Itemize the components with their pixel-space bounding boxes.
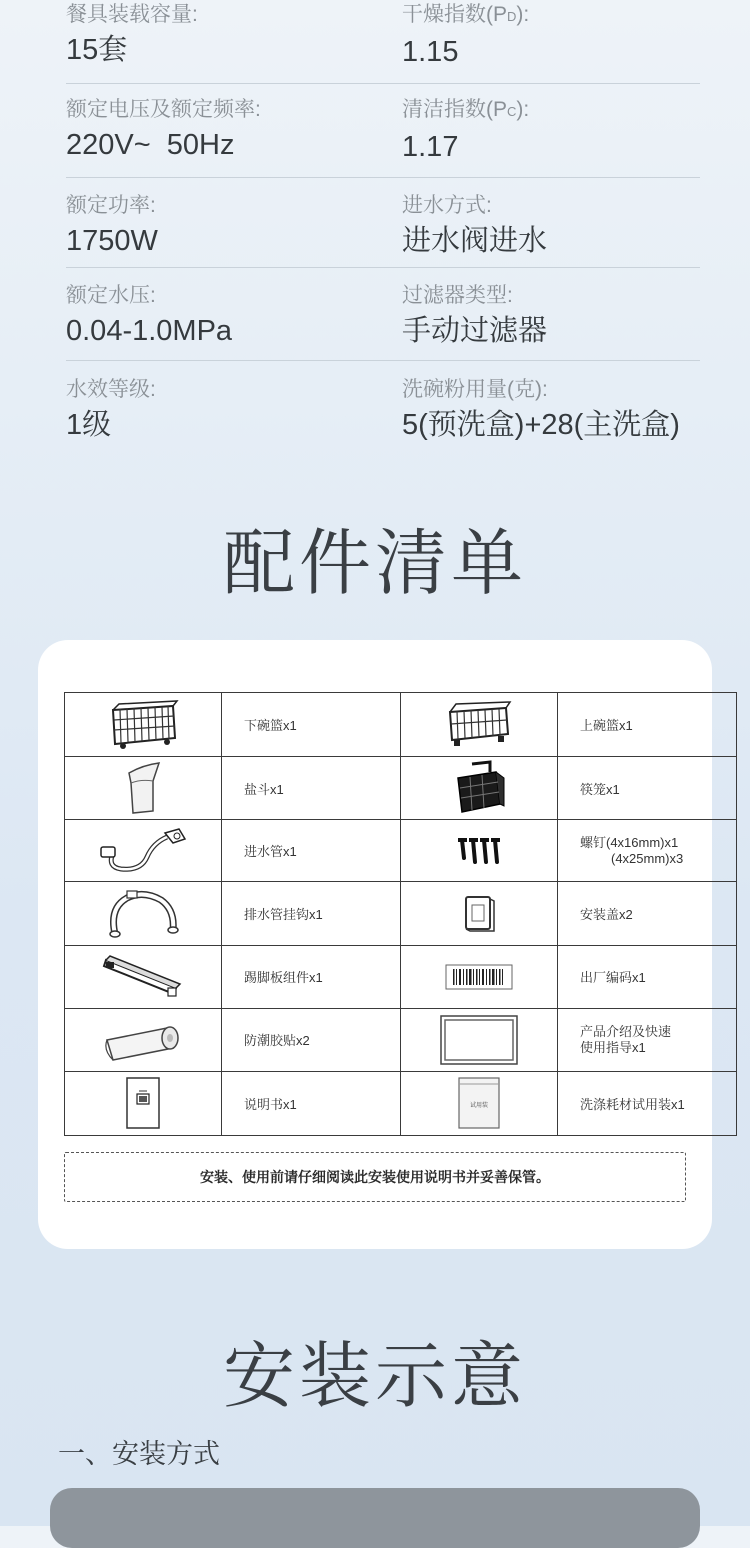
table-cell (401, 945, 558, 1008)
upper-basket-icon (444, 700, 514, 750)
table-cell (401, 820, 558, 882)
spec-value: 手动过滤器 (402, 315, 548, 347)
spec-value: 进水阀进水 (402, 225, 548, 257)
item-name: 筷笼x1 (558, 757, 737, 820)
item-name: 下碗篮x1 (222, 693, 401, 757)
table-cell (65, 945, 222, 1008)
spec-row (66, 377, 700, 447)
table-cell (65, 757, 222, 820)
spec-value: 1.15 (402, 36, 459, 68)
item-name-line2: (4x25mm)x3 (611, 850, 684, 866)
spec-voltage-frequency (66, 97, 261, 163)
accessories-table (64, 692, 737, 1136)
install-title: 安装示意 (222, 1337, 527, 1417)
manual-icon (125, 1076, 161, 1130)
item-name: 排水管挂钩x1 (222, 882, 401, 945)
spec-row (66, 283, 700, 361)
table-cell (65, 1071, 222, 1135)
spec-row (66, 97, 700, 178)
table-row (65, 693, 737, 757)
table-row (65, 757, 737, 820)
table-cell (401, 882, 558, 945)
barcode-icon (445, 964, 513, 990)
table-cell (65, 882, 222, 945)
lower-basket-icon (105, 700, 181, 750)
item-name: 出厂编码x1 (558, 945, 737, 1008)
notice-box (64, 1152, 686, 1202)
spec-label: 额定功率: (66, 194, 156, 217)
sample-pack-icon (457, 1076, 501, 1130)
spec-label: 进水方式: (402, 194, 492, 217)
item-name: 说明书x1 (222, 1071, 401, 1135)
item-name: 产品介绍及快速 (580, 1023, 672, 1039)
table-row (65, 1008, 737, 1071)
table-cell (558, 820, 737, 882)
item-name: 踢脚板组件x1 (222, 945, 401, 1008)
spec-water-pressure (66, 283, 232, 349)
quick-guide-icon (439, 1014, 519, 1066)
spec-filter-type (402, 283, 547, 349)
spec-water-inlet (402, 193, 547, 259)
item-name: 螺钉(4x16mm)x1 (580, 834, 679, 850)
moisture-tape-icon (103, 1018, 183, 1062)
spec-cleaning-index (402, 97, 529, 165)
accessories-card (38, 640, 712, 1249)
spec-value: 1.17 (402, 131, 459, 163)
spec-value: 220V~ 50Hz (66, 129, 235, 161)
spec-label: 干燥指数(PD): (402, 3, 530, 26)
spec-label: 洗碗粉用量(克): (402, 378, 548, 401)
accessories-title: 配件清单 (222, 524, 527, 604)
drain-hook-icon (105, 886, 181, 940)
spec-value: 1级 (66, 409, 112, 441)
salt-funnel-icon (123, 761, 163, 815)
screws-icon (456, 836, 502, 866)
item-name: 洗涤耗材试用装x1 (558, 1071, 737, 1135)
spec-row (66, 193, 700, 268)
table-cell (65, 820, 222, 882)
spec-label: 水效等级: (66, 378, 156, 401)
item-name: 进水管x1 (222, 820, 401, 882)
table-cell (401, 757, 558, 820)
table-row (65, 820, 737, 882)
table-cell (65, 693, 222, 757)
spec-label: 额定水压: (66, 284, 156, 307)
spec-value: 5(预洗盒)+28(主洗盒) (402, 409, 680, 441)
spec-label: 餐具装载容量: (66, 3, 198, 26)
spec-water-efficiency (66, 377, 156, 443)
spec-value: 0.04-1.0MPa (66, 315, 233, 347)
table-cell (401, 1008, 558, 1071)
spec-row (66, 2, 700, 84)
spec-label: 过滤器类型: (402, 284, 513, 307)
sample-pack-label: 试用装 (469, 1102, 489, 1110)
table-row (65, 882, 737, 945)
table-row (65, 1071, 737, 1135)
install-method-heading: 一、安装方式 (58, 1439, 220, 1469)
spec-capacity (66, 2, 198, 68)
spec-value: 15套 (66, 34, 128, 66)
spec-rated-power (66, 193, 158, 259)
item-name: 盐斗x1 (222, 757, 401, 820)
table-cell (65, 1008, 222, 1071)
item-name-line2: 使用指导x1 (580, 1039, 646, 1055)
table-cell (558, 1008, 737, 1071)
cutlery-basket-icon (452, 760, 506, 816)
spec-label: 清洁指数(PC): (402, 98, 530, 121)
spec-label: 额定电压及额定频率: (66, 98, 261, 121)
mounting-cover-icon (462, 893, 496, 933)
item-name: 防潮胶贴x2 (222, 1008, 401, 1071)
install-diagram-panel (50, 1488, 700, 1548)
inlet-hose-icon (97, 827, 189, 875)
item-name: 上碗篮x1 (558, 693, 737, 757)
notice-text: 安装、使用前请仔细阅读此安装使用说明书并妥善保管。 (200, 1169, 550, 1185)
kickboard-icon (102, 954, 184, 1000)
item-name: 安装盖x2 (558, 882, 737, 945)
table-row (65, 945, 737, 1008)
spec-detergent-amount (402, 377, 680, 443)
table-cell (401, 1071, 558, 1135)
table-cell (401, 693, 558, 757)
spec-drying-index (402, 2, 529, 70)
spec-value: 1750W (66, 225, 158, 257)
